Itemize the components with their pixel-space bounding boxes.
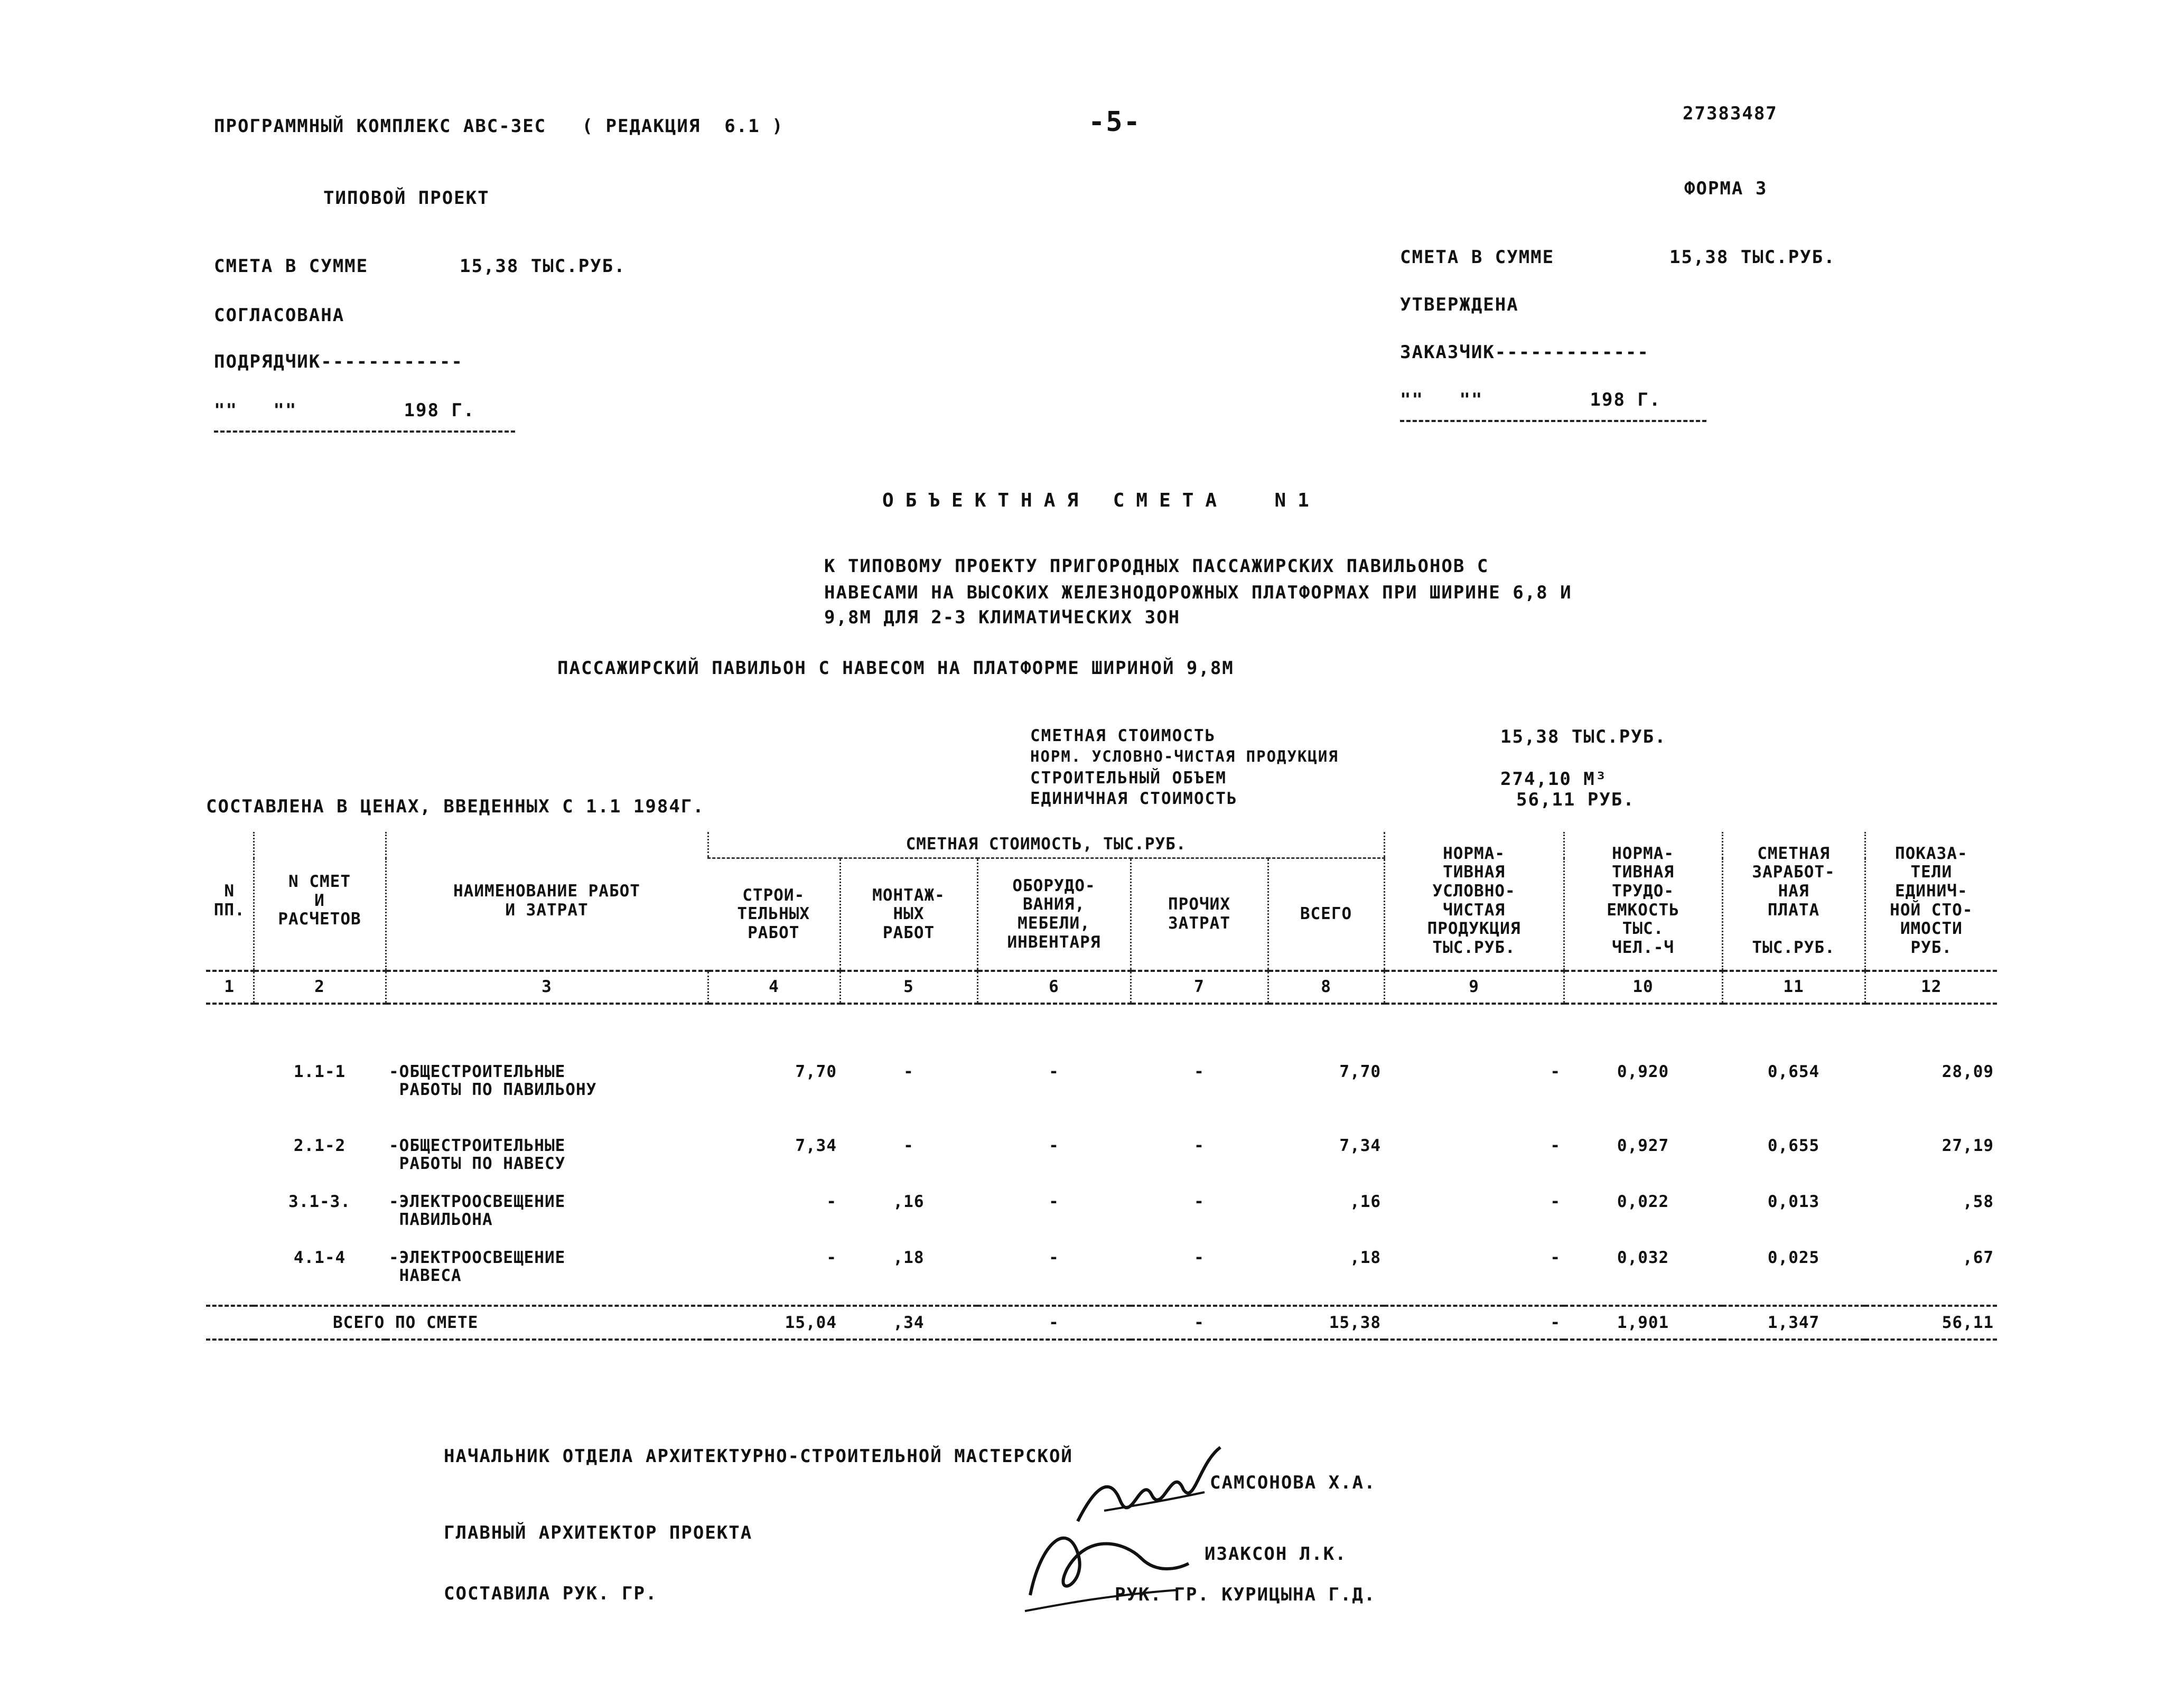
cell-wage: 0,013	[1767, 1193, 1820, 1211]
cell-other: -	[1194, 1062, 1205, 1081]
object-name: ПАССАЖИРСКИЙ ПАВИЛЬОН С НАВЕСОМ НА ПЛАТФОРМЕ ШИРИНОЙ 9,8М	[557, 658, 1234, 679]
cost-value: 15,38 ТЫС.РУБ.	[1500, 726, 1667, 747]
cell-other: -	[1194, 1193, 1205, 1211]
cell-n	[206, 1137, 254, 1193]
cell-index: ,67	[1963, 1249, 1994, 1267]
total-norm-prod: -	[1384, 1306, 1564, 1340]
cell-mount: -	[903, 1137, 914, 1155]
volume-label: СТРОИТЕЛЬНЫЙ ОБЪЕМ	[1030, 769, 1227, 788]
approved-label: УТВЕРЖДЕНА	[1400, 294, 1519, 315]
cell-name: -ОБЩЕСТРОИТЕЛЬНЫЕ РАБОТЫ ПО НАВЕСУ	[389, 1137, 566, 1174]
chief-name: САМСОНОВА Х.А.	[1210, 1472, 1376, 1493]
left-date: "" "" 198 Г.	[214, 400, 475, 421]
unit-cost-label: ЕДИНИЧНАЯ СТОИМОСТЬ	[1030, 789, 1238, 808]
col-header-norm-labor: НОРМА- ТИВНАЯ ТРУДО- ЕМКОСТЬ ТЫС. ЧЕЛ.-Ч	[1564, 832, 1722, 971]
cell-wage: 0,654	[1767, 1062, 1820, 1081]
table-row	[206, 1193, 1997, 1249]
cell-norm-prod: -	[1550, 1193, 1561, 1211]
column-numbers-row	[206, 971, 1997, 1004]
title-line-2: НАВЕСАМИ НА ВЫСОКИХ ЖЕЛЕЗНОДОРОЖНЫХ ПЛАТФОРМАХ ПРИ ШИРИНЕ 6,8 И	[824, 582, 1572, 603]
chief-label: НАЧАЛЬНИК ОТДЕЛА АРХИТЕКТУРНО-СТРОИТЕЛЬНОЙ МАСТЕРСКОЙ	[444, 1446, 1073, 1467]
cell-build: 7,34	[795, 1137, 837, 1155]
cell-equip: -	[1049, 1193, 1059, 1211]
estimate-table	[206, 832, 1997, 1341]
table-row	[206, 1004, 1997, 1137]
table-header-group	[206, 832, 1997, 858]
cell-name: -ОБЩЕСТРОИТЕЛЬНЫЕ РАБОТЫ ПО ПАВИЛЬОНУ	[389, 1062, 597, 1100]
table-row	[206, 1137, 1997, 1193]
col-header-index: ПОКАЗА- ТЕЛИ ЕДИНИЧ- НОЙ СТО- ИМОСТИ РУБ.	[1865, 832, 1997, 971]
cell-build: -	[826, 1193, 837, 1211]
col-header-n: N ПП.	[206, 832, 254, 971]
right-date: "" "" 198 Г.	[1400, 389, 1662, 410]
cell-equip: -	[1049, 1062, 1059, 1081]
total-mount: ,34	[840, 1306, 977, 1340]
total-other: -	[1131, 1306, 1268, 1340]
cell-labor: 0,927	[1617, 1137, 1669, 1155]
right-sum-value: 15,38 ТЫС.РУБ.	[1669, 247, 1836, 268]
cell-other: -	[1194, 1249, 1205, 1267]
cell-norm-prod: -	[1550, 1249, 1561, 1267]
col-number: 3	[386, 971, 708, 1004]
col-header-calc: N СМЕТ И РАСЧЕТОВ	[254, 832, 386, 971]
left-sum-label: СМЕТА В СУММЕ	[214, 256, 369, 277]
customer-label: ЗАКАЗЧИК-------------	[1400, 342, 1649, 363]
total-index: 56,11	[1865, 1306, 1997, 1340]
col-header-total: ВСЕГО	[1268, 858, 1384, 971]
col-number: 12	[1865, 971, 1997, 1004]
agreed-label: СОГЛАСОВАНА	[214, 305, 345, 326]
norm-label: НОРМ. УСЛОВНО-ЧИСТАЯ ПРОДУКЦИЯ	[1030, 747, 1339, 765]
architect-signature	[1020, 1511, 1194, 1616]
total-build: 15,04	[708, 1306, 840, 1340]
col-number: 1	[206, 971, 254, 1004]
cell-other: -	[1194, 1137, 1205, 1155]
program-name: ПРОГРАММНЫЙ КОМПЛЕКС АВС-ЗЕС ( РЕДАКЦИЯ 6.1 )	[214, 116, 784, 137]
cell-build: -	[826, 1249, 837, 1267]
cost-label: СМЕТНАЯ СТОИМОСТЬ	[1030, 726, 1216, 745]
cell-index: 28,09	[1942, 1062, 1994, 1081]
col-number: 8	[1268, 971, 1384, 1004]
cell-mount: ,16	[893, 1193, 925, 1211]
total-wage: 1,347	[1722, 1306, 1865, 1340]
architect-label: ГЛАВНЫЙ АРХИТЕКТОР ПРОЕКТА	[444, 1522, 753, 1543]
col-number: 2	[254, 971, 386, 1004]
cell-mount: -	[903, 1062, 914, 1081]
cell-index: ,58	[1963, 1193, 1994, 1211]
col-number: 9	[1384, 971, 1564, 1004]
left-sum-value: 15,38 ТЫС.РУБ.	[460, 256, 626, 277]
page-number: -5-	[1088, 106, 1141, 138]
cell-name: -ЭЛЕКТРООСВЕЩЕНИЕ НАВЕСА	[389, 1249, 566, 1286]
cell-n	[206, 1193, 254, 1249]
col-header-norm-prod: НОРМА- ТИВНАЯ УСЛОВНО- ЧИСТАЯ ПРОДУКЦИЯ ТЫС.РУБ.	[1384, 832, 1564, 971]
col-group-cost: СМЕТНАЯ СТОИМОСТЬ, ТЫС.РУБ.	[708, 832, 1384, 858]
cell-calc: 4.1-4	[293, 1249, 346, 1267]
col-header-build: СТРОИ- ТЕЛЬНЫХ РАБОТ	[737, 885, 810, 942]
col-number: 7	[1131, 971, 1268, 1004]
cell-total: 7,70	[1339, 1062, 1382, 1081]
right-sum-label: СМЕТА В СУММЕ	[1400, 247, 1555, 268]
col-number: 5	[840, 971, 977, 1004]
left-date-underline	[214, 430, 515, 433]
document-number: 27383487	[1683, 103, 1778, 124]
composer-name: РУК. ГР. КУРИЦЫНА Г.Д.	[1115, 1584, 1376, 1605]
cell-total: 7,34	[1339, 1137, 1382, 1155]
cell-norm-prod: -	[1550, 1137, 1561, 1155]
col-header-other: ПРОЧИХ ЗАТРАТ	[1131, 858, 1268, 971]
col-header-equip: ОБОРУДО- ВАНИЯ, МЕБЕЛИ, ИНВЕНТАРЯ	[977, 858, 1131, 971]
cell-wage: 0,655	[1767, 1137, 1820, 1155]
title-line-3: 9,8М ДЛЯ 2-3 КЛИМАТИЧЕСКИХ ЗОН	[824, 607, 1181, 628]
cell-calc: 3.1-3.	[288, 1193, 351, 1211]
cell-labor: 0,022	[1617, 1193, 1669, 1211]
right-date-underline	[1400, 420, 1706, 422]
cell-calc: 1.1-1	[293, 1062, 346, 1081]
cell-wage: 0,025	[1767, 1249, 1820, 1267]
volume-value: 274,10 М³	[1500, 769, 1608, 790]
title-line-1: К ТИПОВОМУ ПРОЕКТУ ПРИГОРОДНЫХ ПАССАЖИРСКИХ ПАВИЛЬОНОВ С	[824, 556, 1489, 577]
col-header-mount: МОНТАЖ- НЫХ РАБОТ	[840, 858, 977, 971]
cell-equip: -	[1049, 1137, 1059, 1155]
total-labor: 1,901	[1564, 1306, 1722, 1340]
cell-name: -ЭЛЕКТРООСВЕЩЕНИЕ ПАВИЛЬОНА	[389, 1193, 566, 1230]
composer-label: СОСТАВИЛА РУК. ГР.	[444, 1583, 658, 1604]
cell-total: ,16	[1350, 1193, 1382, 1211]
price-basis: СОСТАВЛЕНА В ЦЕНАХ, ВВЕДЕННЫХ С 1.1 1984Г.	[206, 796, 705, 817]
cell-calc: 2.1-2	[293, 1137, 346, 1155]
form-label: ФОРМА 3	[1684, 178, 1768, 199]
col-number: 4	[708, 971, 840, 1004]
contractor-label: ПОДРЯДЧИК------------	[214, 351, 463, 372]
cell-n	[206, 1004, 254, 1137]
unit-cost-value: 56,11 РУБ.	[1516, 789, 1635, 810]
cell-equip: -	[1049, 1249, 1059, 1267]
col-number: 10	[1564, 971, 1722, 1004]
cell-labor: 0,920	[1617, 1062, 1669, 1081]
total-total: 15,38	[1268, 1306, 1384, 1340]
col-header-name: НАИМЕНОВАНИЕ РАБОТ И ЗАТРАТ	[386, 832, 708, 971]
cell-mount: ,18	[893, 1249, 925, 1267]
architect-name: ИЗАКСОН Л.К.	[1205, 1543, 1347, 1565]
col-number: 11	[1722, 971, 1865, 1004]
total-label: ВСЕГО ПО СМЕТЕ	[206, 1306, 708, 1340]
cell-n	[206, 1249, 254, 1306]
cell-build: 7,70	[795, 1062, 837, 1081]
total-row	[206, 1306, 1997, 1340]
cell-index: 27,19	[1942, 1137, 1994, 1155]
table-row	[206, 1249, 1997, 1306]
total-equip: -	[977, 1306, 1131, 1340]
col-number: 6	[977, 971, 1131, 1004]
estimate-title: ОБЪЕКТНАЯ СМЕТА N1	[882, 490, 1321, 511]
cell-total: ,18	[1350, 1249, 1382, 1267]
cell-norm-prod: -	[1550, 1062, 1561, 1081]
col-header-wage: СМЕТНАЯ ЗАРАБОТ- НАЯ ПЛАТА ТЫС.РУБ.	[1722, 832, 1865, 971]
project-type: ТИПОВОЙ ПРОЕКТ	[323, 188, 490, 209]
cell-labor: 0,032	[1617, 1249, 1669, 1267]
